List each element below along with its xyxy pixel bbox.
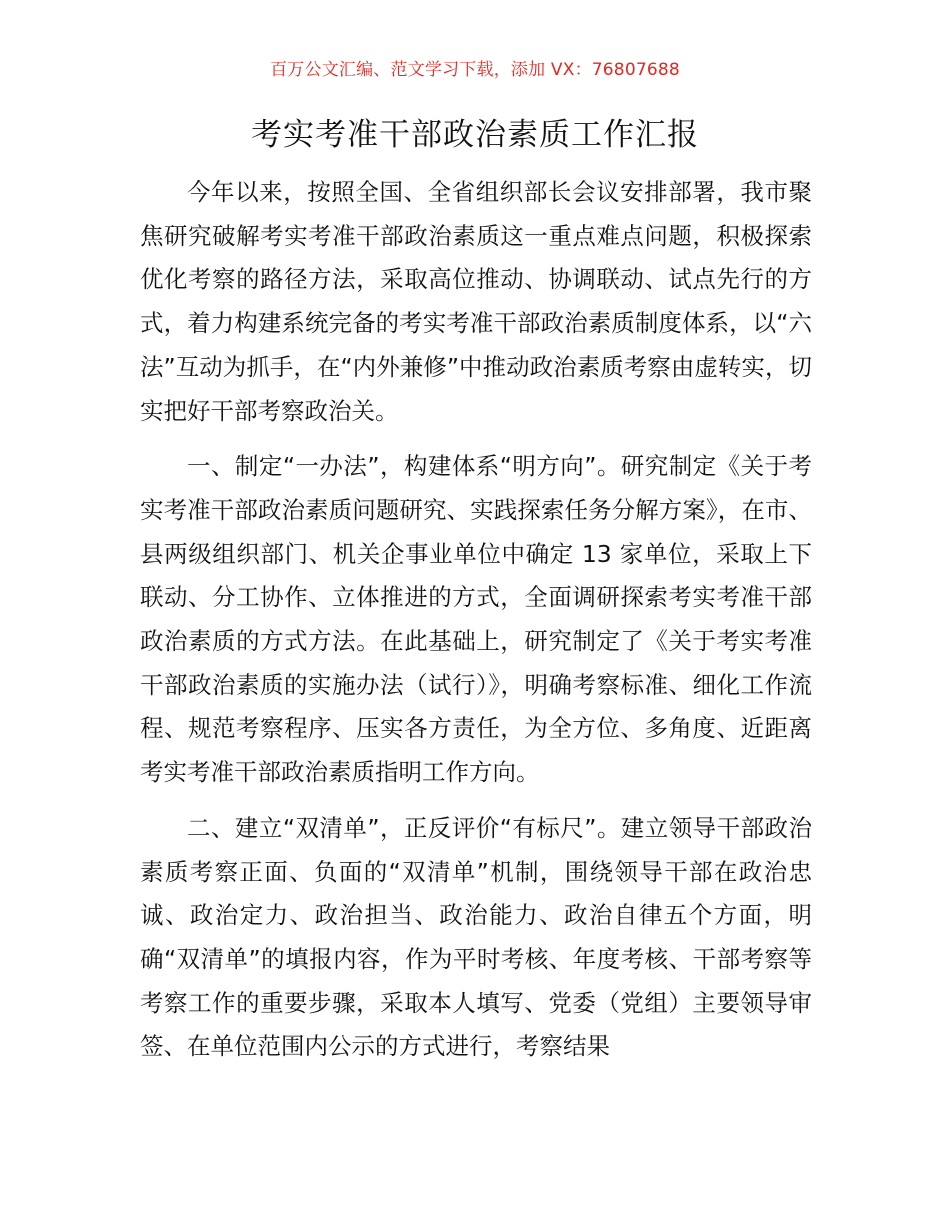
document-title: 考实考准干部政治素质工作汇报	[251, 117, 699, 153]
paragraph-intro: 今年以来，按照全国、全省组织部长会议安排部署，我市聚焦研究破解考实考准干部政治素质这一重点难点问题，积极探索优化考察的路径方法，采取高位推动、协调联动、试点先行的方式，着力构建系统完备的考实考准干部政治素质制度体系，以“六法”互动为抓手，在“内外兼修”中推动政治素质考察由虚转实，切实把好干部考察政治关。	[140, 178, 812, 425]
paragraph-section-one: 一、制定“一办法”，构建体系“明方向”。研究制定《关于考实考准干部政治素质问题研究、实践探索任务分解方案》，在市、县两级组织部门、机关企事业单位中确定 13 家单位，采取上下联动、分工协作、立体推进的方式，全面调研探索考实考准干部政治素质的方式方法。在此基础上，研究制定了《关于考实考准干部政治素质的实施办法（试行）》，明确考察标准、细化工作流程、规范考察程序、压实各方责任，为全方位、多角度、近距离考实考准干部政治素质指明工作方向。	[140, 452, 812, 787]
paragraph-section-two: 二、建立“双清单”，正反评价“有标尺”。建立领导干部政治素质考察正面、负面的“双清单”机制，围绕领导干部在政治忠诚、政治定力、政治担当、政治能力、政治自律五个方面，明确“双清单”的填报内容，作为平时考核、年度考核、干部考察等考察工作的重要步骤，采取本人填写、党委（党组）主要领导审签、在单位范围内公示的方式进行，考察结果	[140, 813, 812, 1061]
header-watermark-note: 百万公文汇编、范文学习下载，添加 VX：76807688	[270, 60, 680, 80]
document-body	[140, 171, 812, 1069]
